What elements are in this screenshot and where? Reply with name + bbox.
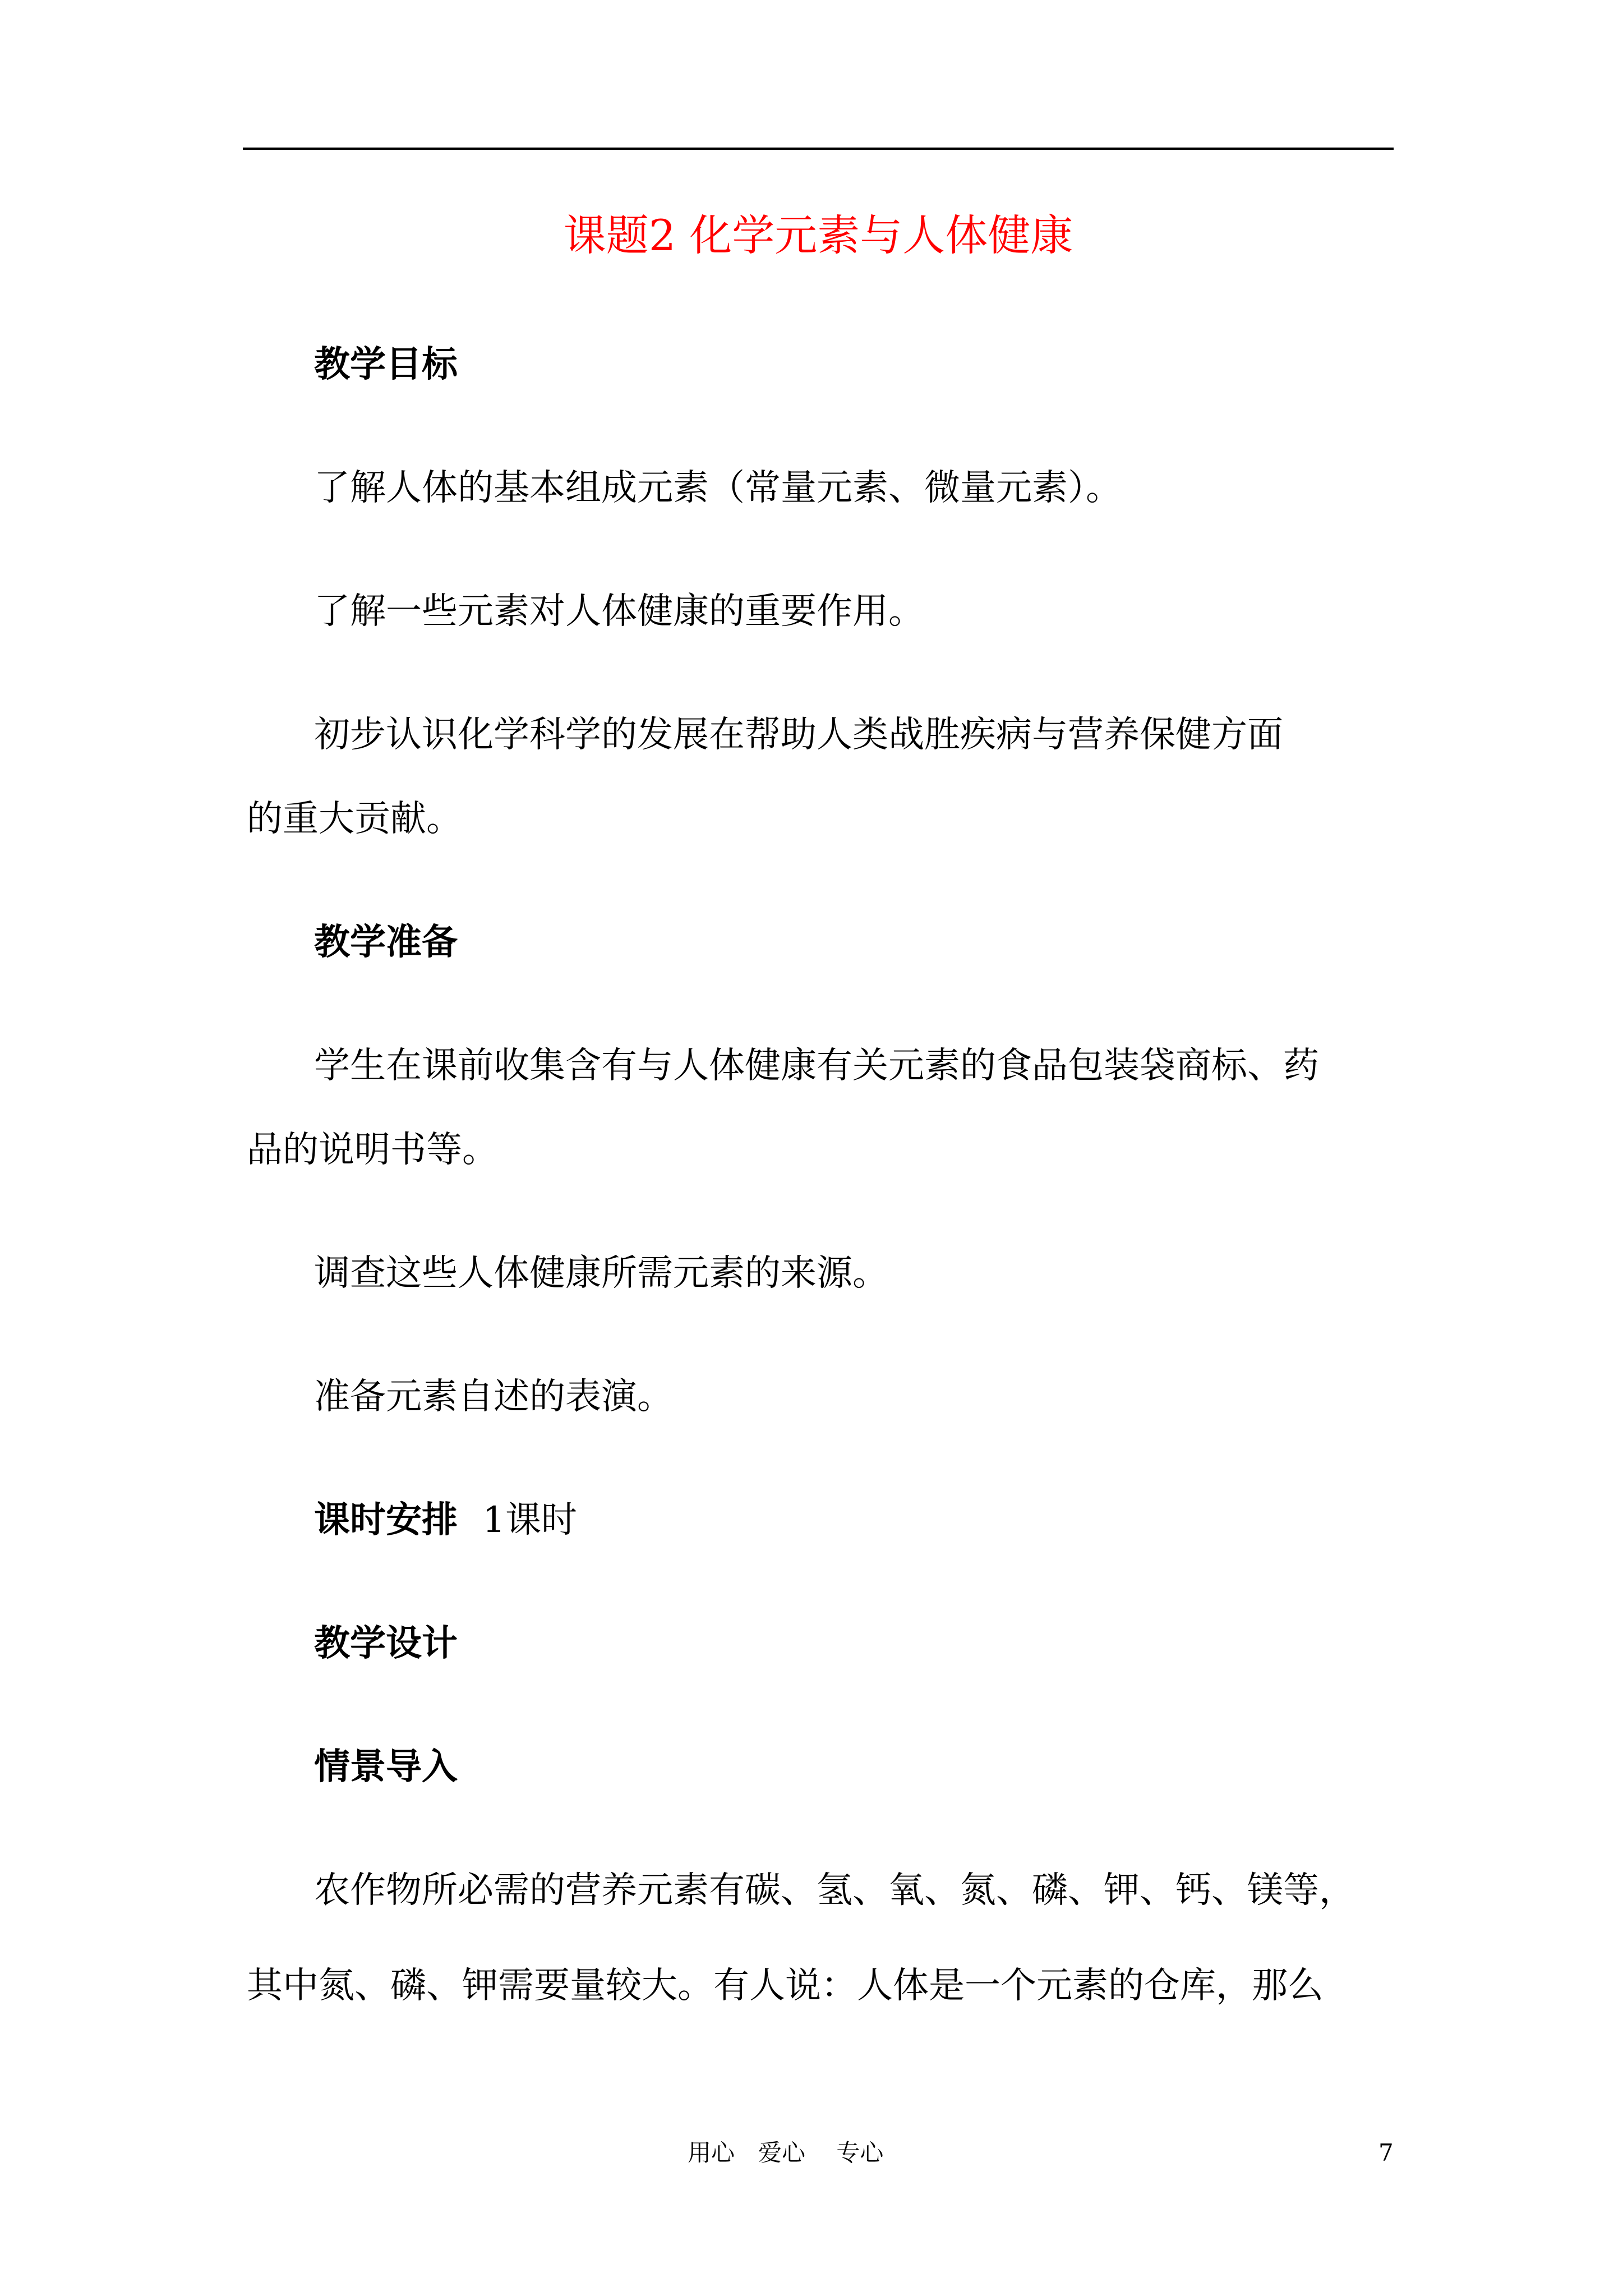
preparation-1-line-1: 学生在课前收集含有与人体健康有关元素的食品包装袋商标、药 — [314, 1045, 1319, 1087]
header-rule — [243, 148, 1394, 150]
objective-3-line-2: 的重大贡献。 — [247, 798, 462, 840]
objective-2: 了解一些元素对人体健康的重要作用。 — [314, 591, 924, 632]
preparation-1-line-2: 品的说明书等。 — [247, 1129, 498, 1171]
schedule-value: 1课时 — [482, 1499, 578, 1541]
preparation-3: 准备元素自述的表演。 — [314, 1376, 673, 1418]
intro-line-2: 其中氮、磷、钾需要量较大。有人说：人体是一个元素的仓库，那么 — [247, 1965, 1324, 2007]
intro-line-1: 农作物所必需的营养元素有碳、氢、氧、氮、磷、钾、钙、镁等， — [314, 1870, 1355, 1911]
design-heading: 教学设计 — [314, 1622, 458, 1664]
page-title: 课题2 化学元素与人体健康 — [563, 210, 1073, 260]
schedule-label: 课时安排 — [314, 1499, 458, 1541]
objective-1: 了解人体的基本组成元素（常量元素、微量元素）。 — [314, 467, 1122, 509]
objective-3-line-1: 初步认识化学科学的发展在帮助人类战胜疾病与营养保健方面 — [314, 714, 1283, 756]
objectives-heading: 教学目标 — [314, 343, 458, 385]
preparation-heading: 教学准备 — [314, 921, 458, 963]
page-number: 7 — [1378, 2139, 1394, 2166]
intro-heading: 情景导入 — [314, 1746, 458, 1788]
footer-motto: 用心 爱心 专心 — [688, 2139, 884, 2166]
preparation-2: 调查这些人体健康所需元素的来源。 — [314, 1253, 888, 1294]
schedule-line — [314, 1495, 577, 1545]
